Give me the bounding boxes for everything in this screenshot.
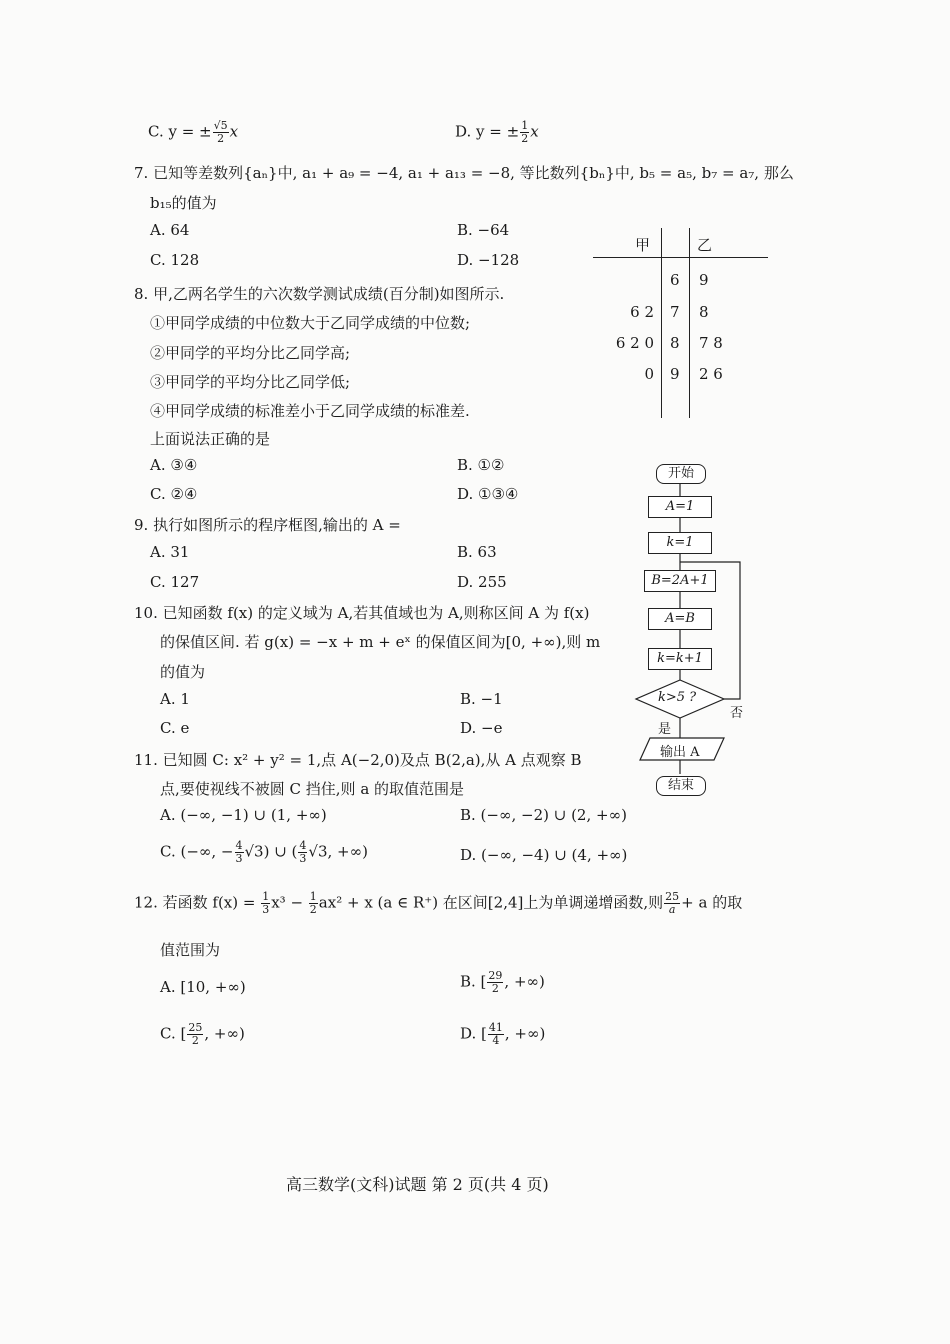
- stem-row-left: 0: [644, 365, 654, 383]
- q8-statement-2: ②甲同学的平均分比乙同学高;: [150, 344, 351, 362]
- stem-row-right: 2 6: [699, 365, 723, 383]
- q11-stem-line2: 点,要使视线不被圆 C 挡住,则 a 的取值范围是: [160, 780, 465, 798]
- stem-divider-left: [661, 228, 662, 418]
- q7-option-d: D. −128: [457, 251, 520, 269]
- stem-row-left: 6 2: [630, 303, 654, 321]
- q8-option-c: C. ②④: [150, 485, 198, 503]
- flowchart-step-k1: k=1: [648, 532, 712, 554]
- q6-option-d: D. y = ± $\frac{1}{2}$ x: [455, 119, 539, 145]
- q9-option-c: C. 127: [150, 573, 200, 591]
- q7-option-a: A. 64: [150, 221, 190, 239]
- q8-statement-3: ③甲同学的平均分比乙同学低;: [150, 373, 351, 391]
- flowchart-end: 结束: [656, 776, 706, 796]
- q11-option-c: C. (−∞, − $\frac{4}{3}$ √3) ∪ ( $\frac{4}{3}$ √3, +∞): [160, 839, 368, 865]
- stem-divider-horizontal: [593, 257, 768, 258]
- q7-option-b: B. −64: [457, 221, 510, 239]
- q11-option-d: D. (−∞, −4) ∪ (4, +∞): [460, 846, 628, 864]
- q8-option-d: D. ①③④: [457, 485, 519, 503]
- flowchart-step-b: B=2A+1: [644, 570, 716, 592]
- q9-option-a: A. 31: [150, 543, 190, 561]
- q12-option-b: B. [ $\frac{29}{2}$ , +∞): [460, 969, 545, 995]
- q12-option-d: D. [ $\frac{41}{4}$ , +∞): [460, 1021, 546, 1047]
- q8-statement-1: ①甲同学成绩的中位数大于乙同学成绩的中位数;: [150, 314, 471, 332]
- stem-row-stem: 7: [670, 303, 680, 321]
- q7-option-c: C. 128: [150, 251, 200, 269]
- q10-option-d: D. −e: [460, 719, 503, 737]
- q8-option-a: A. ③④: [150, 456, 198, 474]
- q12-option-c: C. [ $\frac{25}{2}$ , +∞): [160, 1021, 245, 1047]
- q10-option-c: C. e: [160, 719, 190, 737]
- stem-divider-right: [689, 228, 690, 418]
- q11-option-a: A. (−∞, −1) ∪ (1, +∞): [160, 806, 327, 824]
- q12-stem: 12. 若函数 f(x) = $\frac{1}{3}$ x³ − $\frac{1}{2}$ ax² + x (a ∈ R⁺) 在区间[2,4]上为单调递增函数,则 $\frac{25}{a}$ + a 的取: [134, 890, 743, 916]
- flowchart-step-ab: A=B: [648, 608, 712, 630]
- q7-stem-line2: b₁₅的值为: [150, 194, 217, 212]
- stem-row-stem: 9: [670, 365, 680, 383]
- q8-ask: 上面说法正确的是: [150, 430, 271, 448]
- q8-stem: 8. 甲,乙两名学生的六次数学测试成绩(百分制)如图所示.: [134, 285, 505, 303]
- flowchart-output: 输出 A: [660, 745, 700, 760]
- q9-stem: 9. 执行如图所示的程序框图,输出的 A =: [134, 516, 401, 534]
- stem-header-right: 乙: [697, 236, 713, 254]
- q11-option-b: B. (−∞, −2) ∪ (2, +∞): [460, 806, 627, 824]
- stem-row-right: 9: [699, 271, 709, 289]
- q10-stem: 10. 已知函数 f(x) 的定义域为 A,若其值域也为 A,则称区间 A 为 f(x): [134, 604, 590, 622]
- stem-row-stem: 6: [670, 271, 680, 289]
- stem-row-right: 8: [699, 303, 709, 321]
- q12-stem-line2: 值范围为: [160, 941, 221, 959]
- page-footer: 高三数学(文科)试题 第 2 页(共 4 页): [286, 1175, 549, 1194]
- stem-row-stem: 8: [670, 334, 680, 352]
- q10-option-a: A. 1: [160, 690, 190, 708]
- q10-stem-line2: 的保值区间. 若 g(x) = −x + m + eˣ 的保值区间为[0, +∞),则 m: [160, 633, 601, 651]
- q9-option-b: B. 63: [457, 543, 497, 561]
- q9-option-d: D. 255: [457, 573, 507, 591]
- flowchart-step-a1: A=1: [648, 496, 712, 518]
- stem-leaf-plot: [593, 228, 768, 418]
- q12-option-a: A. [10, +∞): [160, 978, 246, 996]
- flowchart-yes-label: 是: [658, 722, 672, 737]
- q6-option-c: C. y = ± $\frac{√5}{2}$ x: [148, 119, 239, 145]
- q10-option-b: B. −1: [460, 690, 503, 708]
- flowchart: [620, 458, 770, 798]
- stem-row-right: 7 8: [699, 334, 723, 352]
- flowchart-condition: k>5 ?: [658, 690, 697, 705]
- flowchart-no-label: 否: [730, 706, 744, 721]
- q10-stem-line3: 的值为: [160, 663, 206, 681]
- q7-stem: 7. 已知等差数列{aₙ}中, a₁ + a₉ = −4, a₁ + a₁₃ = −8, 等比数列{bₙ}中, b₅ = a₅, b₇ = a₇, 那么: [134, 164, 794, 182]
- flowchart-start: 开始: [656, 464, 706, 484]
- flowchart-step-k: k=k+1: [648, 648, 712, 670]
- q8-option-b: B. ①②: [457, 456, 505, 474]
- stem-row-left: 6 2 0: [615, 334, 654, 352]
- stem-header-left: 甲: [635, 236, 651, 254]
- q11-stem: 11. 已知圆 C: x² + y² = 1,点 A(−2,0)及点 B(2,a),从 A 点观察 B: [134, 751, 582, 769]
- q8-statement-4: ④甲同学成绩的标准差小于乙同学成绩的标准差.: [150, 402, 470, 420]
